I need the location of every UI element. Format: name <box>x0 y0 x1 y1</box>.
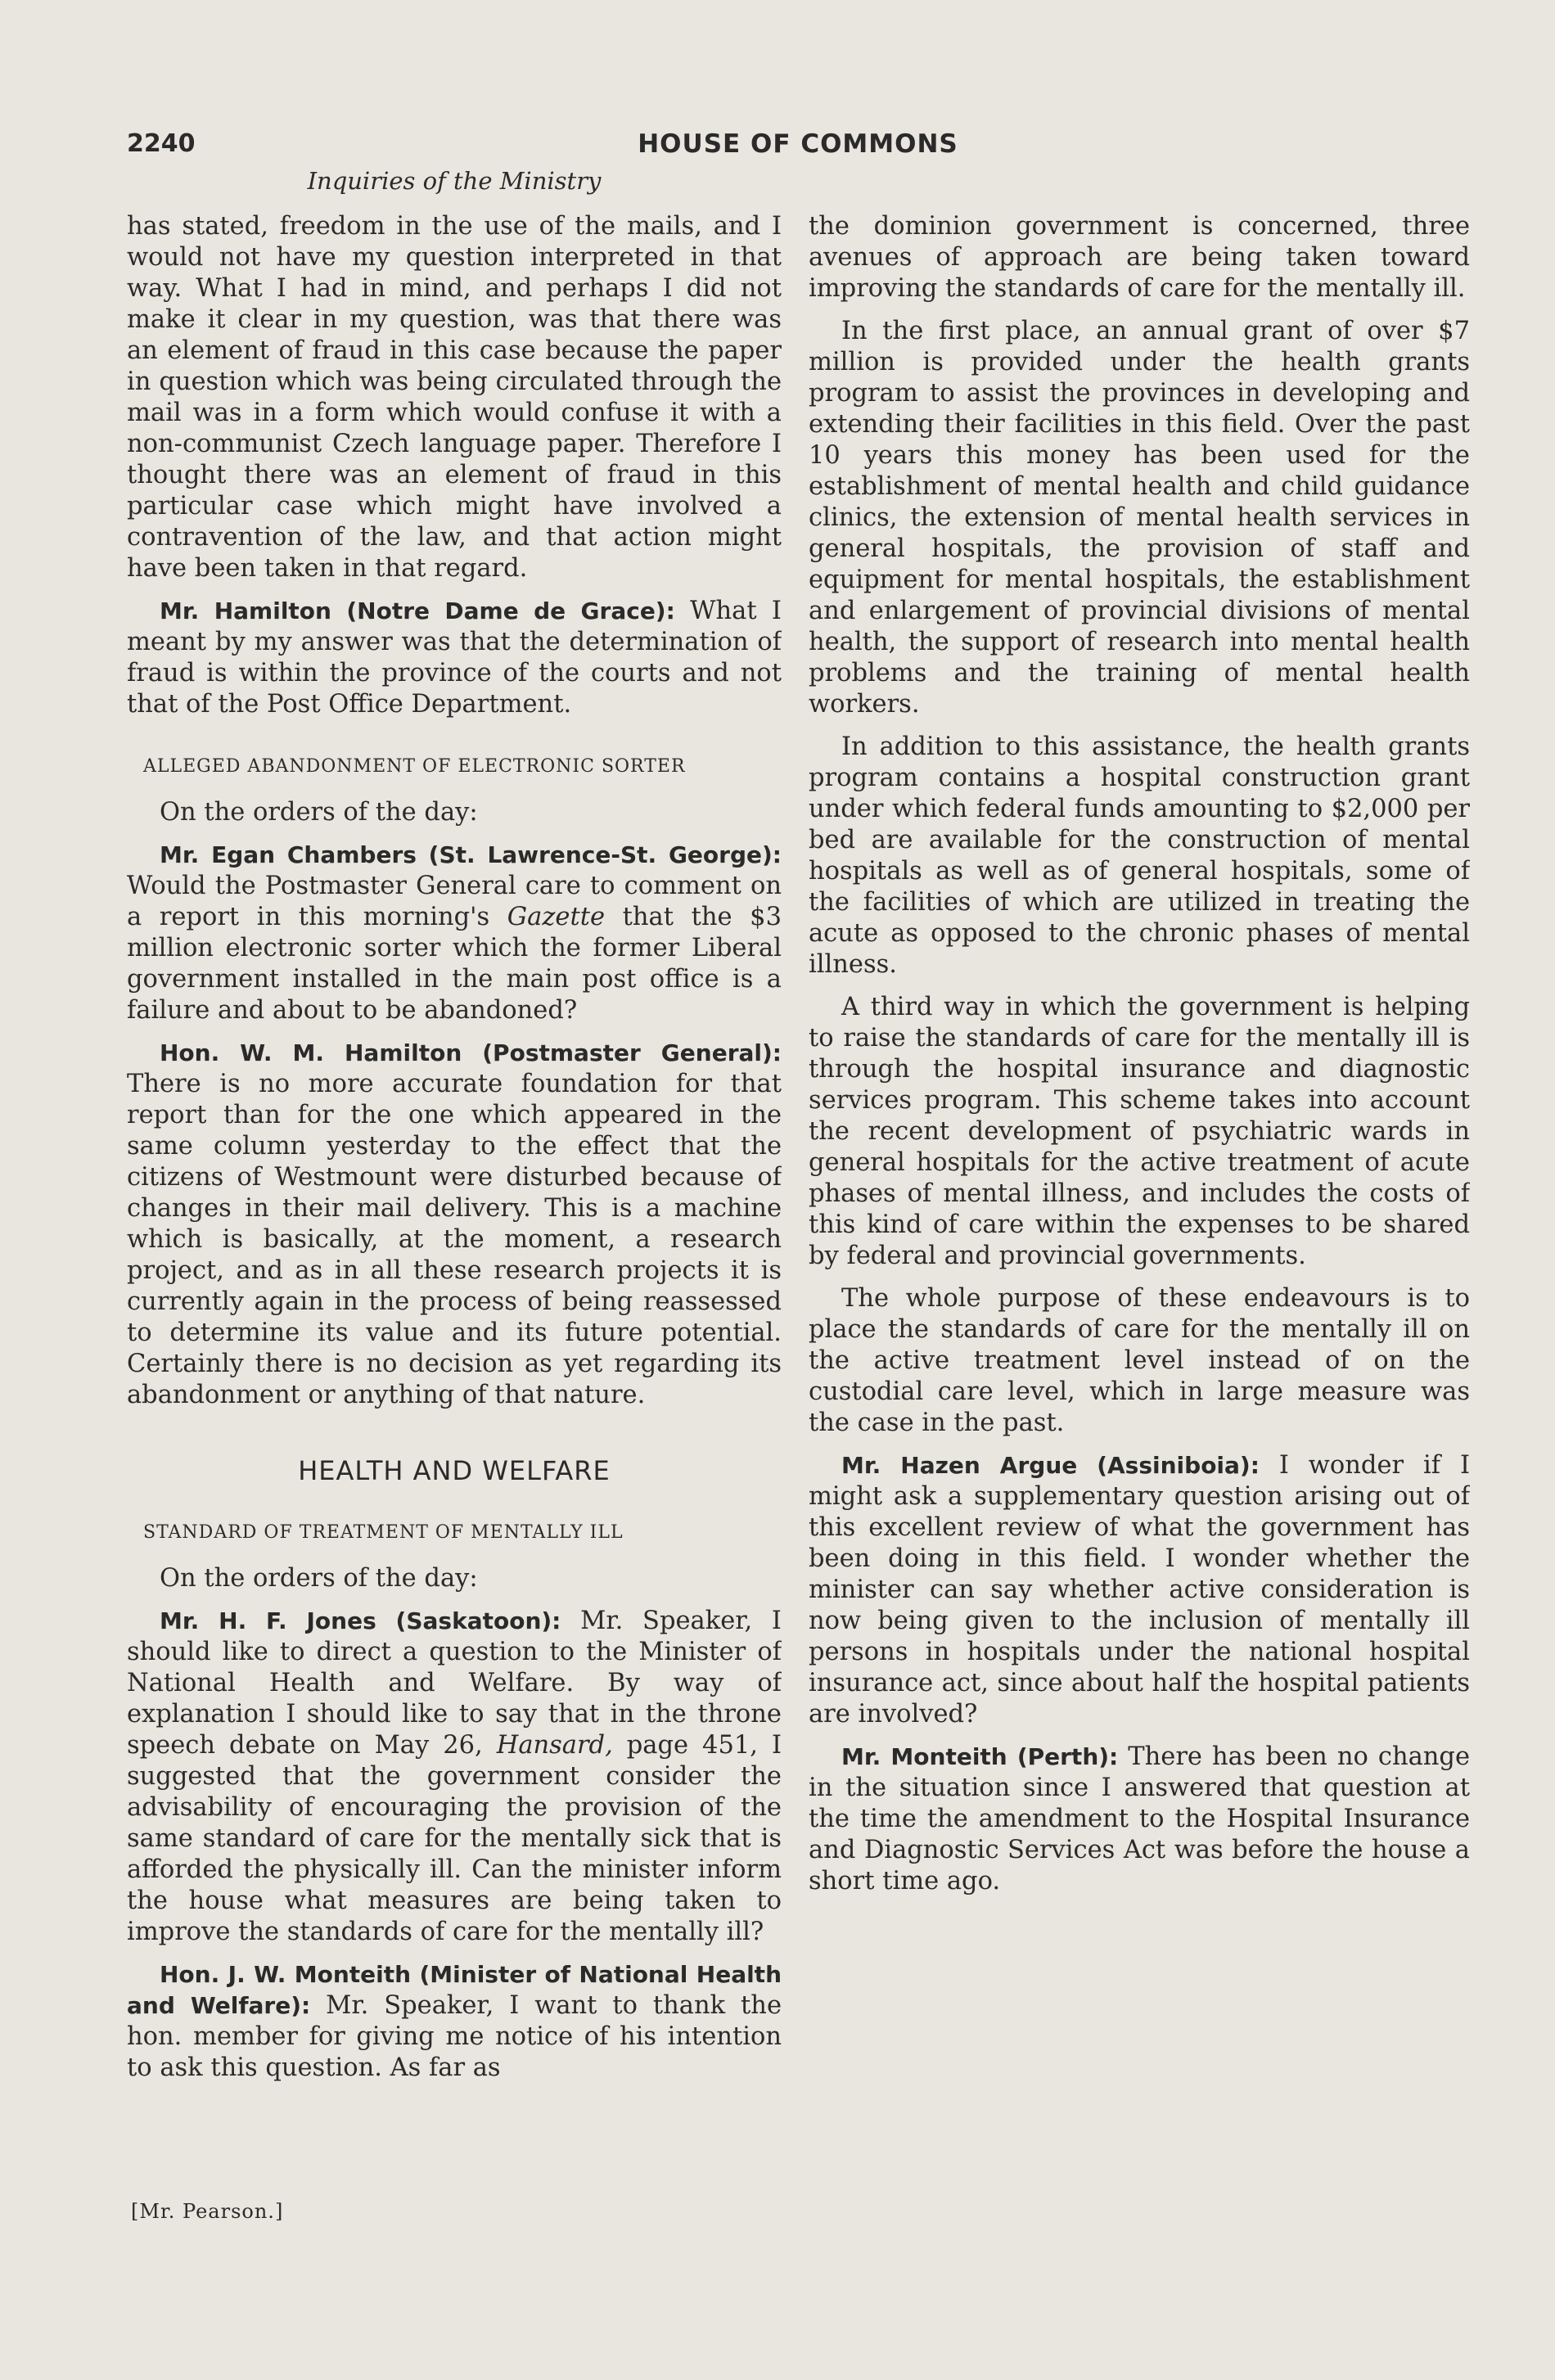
speech-text: There is no more accurate foundation for that report than for the one which appeared in the same column yesterday to the effect that the citizens of Westmount were disturbed because of changes in their mail delivery. This is a machine which is basically, at the moment, a research project, and as in all these research projects it is currently again in the process of being reassessed to determine its value and its future potential. Certainly there is no decision as yet regarding its abandonment or anything of that nature. <box>127 1070 782 1409</box>
speech-text: Mr. Speaker, I want to thank the hon. member for giving me notice of his intention to ask this question. As far as <box>127 1991 782 2082</box>
orders-of-day: On the orders of the day: <box>160 1564 478 1593</box>
speaker-name: Mr. Egan Chambers (St. Lawrence-St. George): <box>160 841 782 868</box>
department-heading: HEALTH AND WELFARE <box>298 1455 611 1486</box>
speech-text: page 451, I suggested that the government consider the advisability of encouraging the provision of the same standard of care for the mentally sick that is afforded the physically ill. Can the minister inform the house what measures are being taken to improve the standards of care for the mentally ill? <box>127 1731 782 1946</box>
left-column <box>127 211 782 2192</box>
paragraph: A third way in which the government is helping to raise the standards of care for the mentally ill is through the hospital insurance and diagnostic services program. This scheme takes into account the recent development of psychiatric wards in general hospitals for the active treatment of acute phases of mental illness, and includes the costs of this kind of care within the expenses to be shared by federal and provincial governments. <box>809 993 1470 1270</box>
paragraph <box>127 840 782 1026</box>
speaker-name: Mr. Monteith (Perth): <box>841 1743 1119 1770</box>
speaker-name: Mr. Hazen Argue (Assiniboia): <box>841 1452 1260 1479</box>
italic-title: Hansard, <box>496 1731 613 1760</box>
speaker-name: Hon. J. W. Monteith (Minister of National Health and Welfare): <box>127 1961 782 2019</box>
paragraph: In addition to this assistance, the health grants program contains a hospital construction grant under which federal funds amounting to $2,000 per bed are available for the construction of mental hospitals as well as of general hospitals, some of the facilities of which are utilized in treating the acute as opposed to the chronic phases of mental illness. <box>809 732 1470 979</box>
paragraph <box>127 1038 782 1411</box>
speech-text: that the $3 million electronic sorter which the former Liberal government installed in the main post office is a failure and about to be abandoned? <box>127 903 782 1025</box>
paragraph: has stated, freedom in the use of the mails, and I would not have my question interpreted in that way. What I had in mind, and perhaps I did not make it clear in my question, was that there was an element of fraud in this case because the paper in question which was being circulated through the mail was in a form which would confuse it with a non-communist Czech language paper. Therefore I thought there was an element of fraud in this particular case which might have involved a contravention of the law, and that action might have been taken in that regard. <box>127 212 782 583</box>
paragraph <box>127 596 782 720</box>
speech-text: Mr. Speaker, I should like to direct a question to the Minister of National Health and Welfare. By way of explanation I should like to say that in the throne speech debate on May 26, <box>127 1607 782 1760</box>
topic-heading: ALLEGED ABANDONMENT OF ELECTRONIC SORTER <box>143 756 686 777</box>
speaker-name: Mr. H. F. Jones (Saskatoon): <box>160 1607 561 1634</box>
speech-text: I wonder if I might ask a supplementary question arising out of this excellent review of what the government has been doing in this field. I wonder whether the minister can say whether active consideration is now being given to the inclusion of mentally ill persons in hospitals under the national hospital insurance act, since about half the hospital patients are involved? <box>809 1451 1470 1729</box>
speech-text: Would the Postmaster General care to comment on a report in this morning's <box>127 872 782 931</box>
speech-text: There has been no change in the situation since I answered that question at the time the amendment to the Hospital Insurance and Diagnostic Services Act was before the house a short time ago. <box>809 1742 1470 1895</box>
journal-title: HOUSE OF COMMONS <box>638 129 958 159</box>
speaker-name: Mr. Hamilton (Notre Dame de Grace): <box>160 597 675 624</box>
footer-reference: [Mr. Pearson.] <box>131 2200 284 2223</box>
speaker-name: Hon. W. M. Hamilton (Postmaster General): <box>160 1039 782 1066</box>
running-head <box>127 129 1469 170</box>
paragraph: The whole purpose of these endeavours is to place the standards of care for the mentally ill on the active treatment level instead of on the custodial care level, which in large measure was the case in the past. <box>809 1284 1470 1437</box>
page-number: 2240 <box>127 129 196 158</box>
topic-heading: STANDARD OF TREATMENT OF MENTALLY ILL <box>143 1522 624 1543</box>
section-subhead: Inquiries of the Ministry <box>307 167 602 195</box>
paragraph: In the first place, an annual grant of over $7 million is provided under the health grants program to assist the provinces in developing and extending their facilities in this field. Over the past 10 years this money has been used for the establishment of mental health and child guidance clinics, the extension of mental health services in general hospitals, the provision of staff and equipment for mental hospitals, the establishment and enlargement of provincial divisions of mental health, the support of research into mental health problems and the training of mental health workers. <box>809 317 1470 719</box>
orders-of-day: On the orders of the day: <box>160 798 478 827</box>
speech-text: What I meant by my answer was that the determination of fraud is within the province of the courts and not that of the Post Office Department. <box>127 597 782 719</box>
paragraph <box>809 1742 1470 1897</box>
right-column <box>809 211 1470 2192</box>
paragraph <box>127 1606 782 1948</box>
paragraph: the dominion government is concerned, three avenues of approach are being taken toward improving the standards of care for the mentally ill. <box>809 212 1470 303</box>
italic-title: Gazette <box>507 903 606 931</box>
paragraph <box>127 1959 782 2084</box>
paragraph <box>809 1450 1470 1730</box>
